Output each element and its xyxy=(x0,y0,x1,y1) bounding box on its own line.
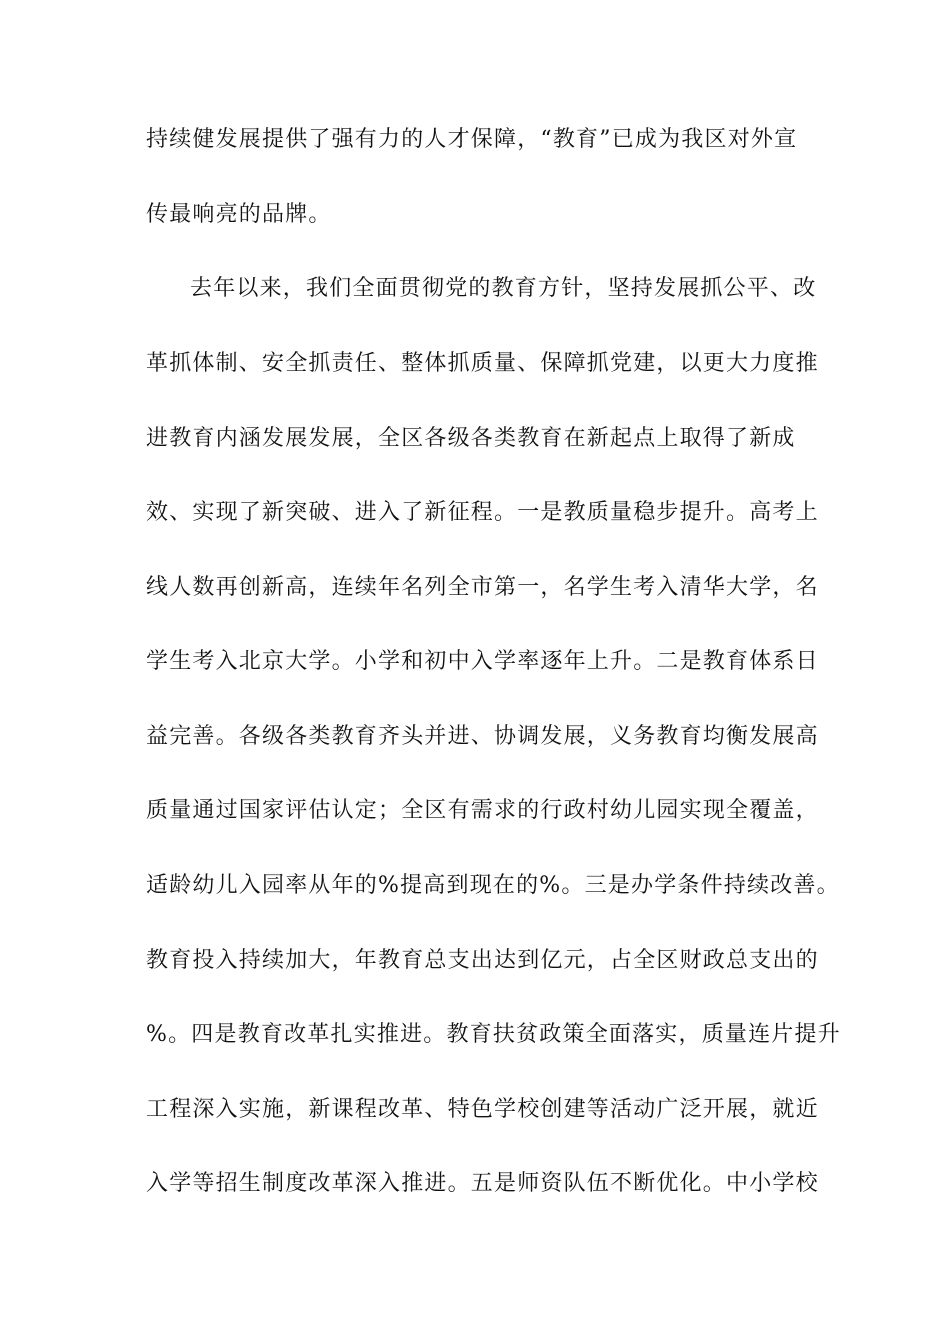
text-line: 学生考入北京大学。小学和初中入学率逐年上升。二是教育体系日 xyxy=(146,649,819,674)
text-line: 适龄幼儿入园率从年的%提高到现在的%。三是办学条件持续改善。 xyxy=(146,873,840,898)
text-line: 益完善。各级各类教育齐头并进、协调发展，义务教育均衡发展高 xyxy=(146,724,819,749)
text-line: 效、实现了新突破、进入了新征程。一是教质量稳步提升。高考上 xyxy=(146,500,819,525)
text-line: 线人数再创新高，连续年名列全市第一，名学生考入清华大学，名 xyxy=(146,575,819,600)
text-line: 质量通过国家评估认定；全区有需求的行政村幼儿园实现全覆盖， xyxy=(146,798,819,823)
text-line: %。四是教育改革扎实推进。教育扶贫政策全面落实，质量连片提升 xyxy=(146,1022,841,1047)
text-line: 入学等招生制度改革深入推进。五是师资队伍不断优化。中小学校 xyxy=(146,1171,819,1196)
text-line: 传最响亮的品牌。 xyxy=(146,202,332,227)
paragraph-first-line: 去年以来，我们全面贯彻党的教育方针，坚持发展抓公平、改 xyxy=(190,276,817,301)
text-line: 工程深入实施，新课程改革、特色学校创建等活动广泛开展，就近 xyxy=(146,1097,819,1122)
text-line: 教育投入持续加大，年教育总支出达到亿元，占全区财政总支出的 xyxy=(146,948,819,973)
text-line: 进教育内涵发展发展，全区各级各类教育在新起点上取得了新成 xyxy=(146,426,796,451)
text-line: 持续健发展提供了强有力的人才保障，“教育”已成为我区对外宣 xyxy=(146,127,798,152)
text-line: 革抓体制、安全抓责任、整体抓质量、保障抓党建，以更大力度推 xyxy=(146,351,819,376)
